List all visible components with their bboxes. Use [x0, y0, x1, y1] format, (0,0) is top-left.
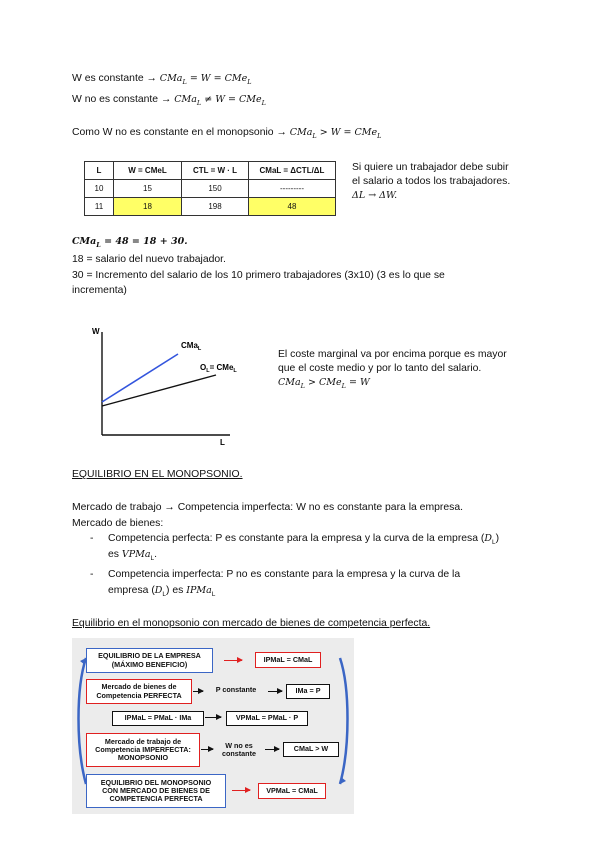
section-title: EQUILIBRIO EN EL MONOPSONIO.: [72, 469, 243, 480]
para-labor-market: Mercado de trabajo → Competencia imperfecta: W no es constante para la empresa.: [72, 502, 463, 513]
graph-note: El coste marginal va por encima porque es mayor que el coste medio y por lo tanto del salario. CMa$_L$ > CMe$_L$ = W: [278, 349, 507, 390]
table-cell: ---------: [249, 180, 336, 198]
x-axis-label: L: [220, 438, 225, 447]
table-header: L: [85, 162, 114, 180]
p-constant-label: P constante: [215, 685, 257, 694]
cma-w-box: CMaL > W: [283, 742, 339, 757]
table-cell: 150: [182, 180, 249, 198]
arrow-icon: [268, 691, 282, 692]
ipma-pma-box: IPMaL = PMaL · IMa: [112, 711, 204, 726]
table-row: [85, 180, 336, 198]
vpma-pma-box: VPMaL = PMaL · P: [226, 711, 308, 726]
table-cell: 198: [182, 198, 249, 216]
ol-label: $O_L= CMe_L$: [200, 363, 237, 374]
subsection-title: Equilibrio en el monopsonio con mercado de bienes de competencia perfecta.: [72, 618, 431, 629]
bullet-dash: -: [90, 533, 94, 544]
cma-equation: CMa$_L$ = 48 = 18 + 30.: [72, 236, 188, 249]
table-header: W = CMeL: [114, 162, 182, 180]
table-cell: 15: [114, 180, 182, 198]
table-header: CMaL = ΔCTL/ΔL: [249, 162, 336, 180]
table-header: CTL = W · L: [182, 162, 249, 180]
cost-graph: [80, 318, 270, 448]
equilibrium-diagram: [72, 638, 354, 814]
table-row: [85, 198, 336, 216]
arrow-icon: [265, 749, 279, 750]
labor-market-imperfect-box: Mercado de trabajo de Competencia IMPERFECTA: MONOPSONIO: [86, 733, 200, 767]
para-goods-market: Mercado de bienes:: [72, 518, 164, 529]
table-cell: 18: [114, 198, 182, 216]
data-table: [84, 161, 336, 216]
cma-curve: [102, 354, 178, 402]
ima-p-box: IMa = P: [286, 684, 330, 699]
bullet-perfect-competition-cont: es VPMa$_L$.: [108, 549, 158, 563]
bullet-imperfect-competition: Competencia imperfecta: P no es constante para la empresa y la curva de la: [108, 569, 461, 580]
table-cell: 11: [85, 198, 114, 216]
arrow-icon: [224, 660, 242, 661]
w-not-constant-label: W no es constante: [222, 741, 256, 759]
table-header-row: [85, 162, 336, 180]
text-line-3: Como W no es constante en el monopsonio → CMa$_L$ > W = CMe$_L$: [72, 127, 382, 140]
goods-market-perfect-box: Mercado de bienes de Competencia PERFECTA: [86, 679, 192, 704]
note-30-cont: incrementa): [72, 285, 127, 296]
ipma-cma-box: IPMaL = CMaL: [255, 652, 321, 668]
text-line-1: W es constante → CMa$_L$ = W = CMe$_L$: [72, 73, 252, 86]
note-30: 30 = Incremento del salario de los 10 primero trabajadores (3x10) (3 es lo que se: [72, 270, 445, 281]
vpma-cma-box: VPMaL = CMaL: [258, 783, 326, 799]
text-line-2: W no es constante → CMa$_L$ ≠ W = CMe$_L$: [72, 94, 266, 107]
arrow-icon: [205, 717, 221, 718]
bullet-perfect-competition: Competencia perfecta: P es constante para la empresa y la curva de la empresa $(D_L)$: [108, 533, 500, 547]
arrow-icon: [201, 749, 213, 750]
bullet-dash: -: [90, 569, 94, 580]
side-note: Si quiere un trabajador debe subir el salario a todos los trabajadores. ΔL → ΔW.: [352, 162, 511, 201]
y-axis-label: W: [92, 327, 100, 336]
note-18: 18 = salario del nuevo trabajador.: [72, 254, 226, 265]
arrow-icon: [193, 691, 203, 692]
firm-equilibrium-box: EQUILIBRIO DE LA EMPRESA (MÁXIMO BENEFICIO): [86, 648, 213, 673]
arrow-icon: [232, 790, 250, 791]
monopsony-equilibrium-box: EQUILIBRIO DEL MONOPSONIO CON MERCADO DE BIENES DE COMPETENCIA PERFECTA: [86, 774, 226, 808]
table-cell: 48: [249, 198, 336, 216]
table-cell: 10: [85, 180, 114, 198]
cma-label: CMa$_L$: [181, 341, 202, 352]
bullet-imperfect-competition-cont: empresa $(D_L)$ es IPMa$_L$: [108, 585, 216, 599]
